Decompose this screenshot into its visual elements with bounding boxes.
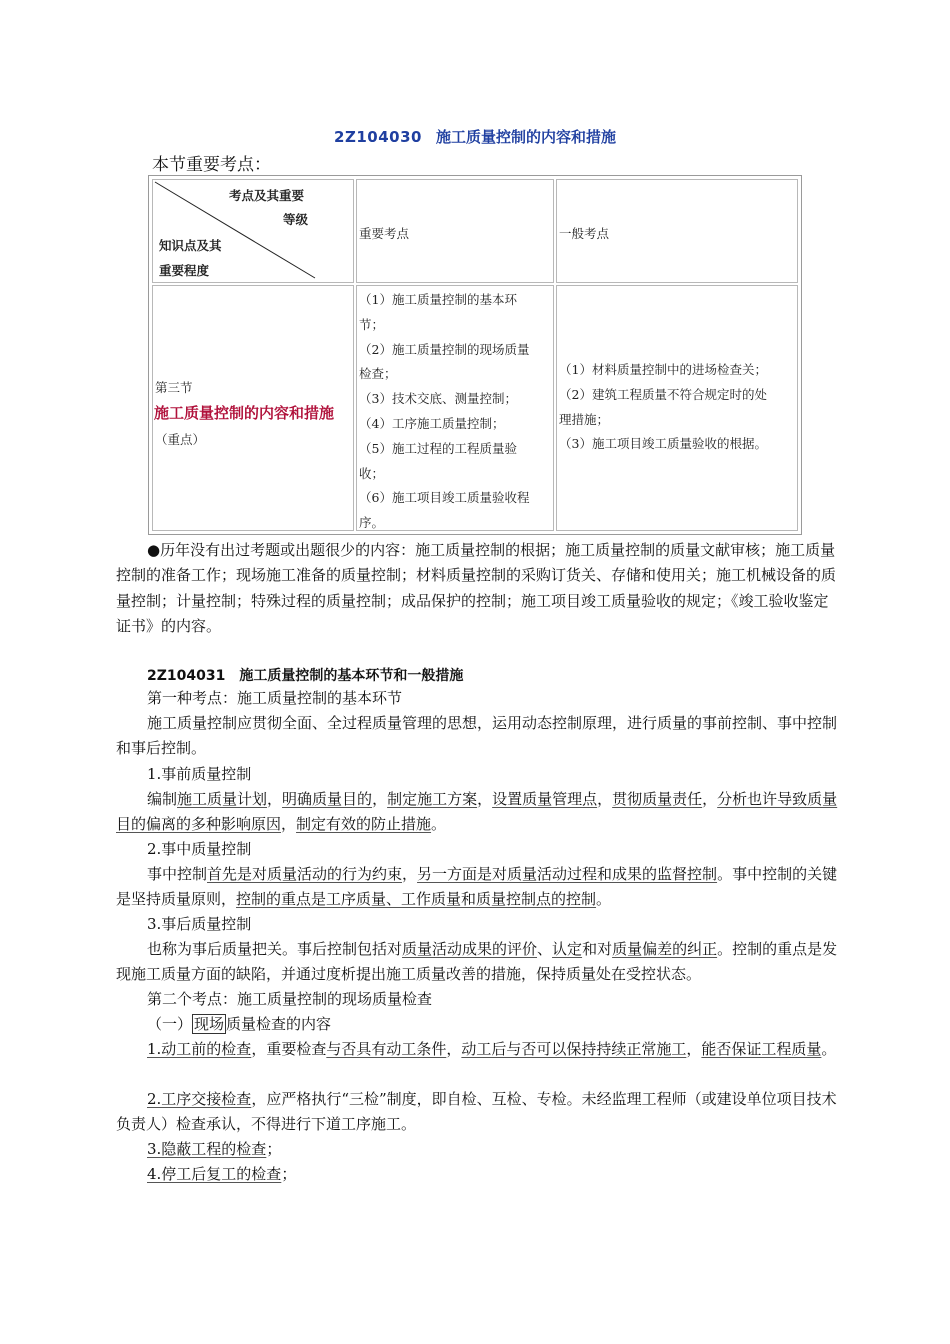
- underlined-text: 质量活动成果的评价: [402, 940, 538, 958]
- underlined-text: 1.动工前的检查: [147, 1040, 252, 1058]
- list-item: （4）工序施工质量控制；: [359, 415, 505, 431]
- list-item: （1）施工质量控制的基本环: [359, 292, 517, 307]
- section-title: 施工质量控制的内容和措施: [154, 404, 335, 422]
- text-run: ；: [281, 1165, 297, 1183]
- text-run: ，: [686, 1040, 702, 1058]
- text-run: 编制: [147, 790, 178, 808]
- table-corner-header: [152, 179, 354, 283]
- underlined-text: 分析也许导致质量目的偏离的多种影响原因: [116, 790, 838, 834]
- text-run: 、: [537, 940, 553, 958]
- boxed-text: 现场: [194, 1015, 225, 1033]
- important-points-list: [359, 288, 551, 536]
- underlined-text: 与否具有动工条件: [326, 1040, 447, 1058]
- pre-control-heading: 1.事前质量控制: [147, 765, 252, 783]
- header-top-right-1: 考点及其重要: [229, 188, 305, 203]
- bullet-icon: ●: [147, 541, 161, 559]
- underlined-text: 控制的重点是工序质量、工作质量和质量控制点的控制: [236, 890, 597, 909]
- list-item: （3）技术交底、测量控制；: [359, 391, 517, 407]
- text-run: 质量检查的内容: [226, 1015, 332, 1033]
- underlined-text: 2.工序交接检查: [147, 1090, 252, 1108]
- text-run: 事中控制: [147, 865, 208, 883]
- check-content-heading: [116, 1012, 838, 1037]
- underlined-text: 认定: [552, 940, 583, 958]
- text-run: ，: [281, 815, 297, 834]
- text-run: 。控制的重点是发现施工质量方面的缺陷，并通过度析提出施工质量改善的措施，保持质量处在受控状态。: [116, 940, 838, 984]
- text-run: 和对: [582, 940, 613, 958]
- underlined-text: 贯彻质量责任: [612, 790, 703, 808]
- text-run: ，: [597, 790, 613, 808]
- text-run: （一）: [147, 1015, 193, 1033]
- key-points-table: [148, 175, 802, 535]
- intro-paragraph: 施工质量控制应贯彻全面、全过程质量管理的思想，运用动态控制原理，进行质量的事前控制、事中控制和事后控制。: [116, 714, 838, 758]
- document-title: [0, 126, 950, 147]
- check-item-2: [116, 1087, 838, 1138]
- column-header-important: [356, 179, 554, 283]
- text-run: ，应严格执行“三检”制度，即自检、互检、专检。未经监理工程师（或建设单位项目技术负责人）检查承认，不得进行下道工序施工。: [116, 1090, 837, 1134]
- point2-heading: 第二个考点：施工质量控制的现场质量检查: [147, 990, 433, 1008]
- underlined-text: 3.隐蔽工程的检查: [147, 1140, 267, 1158]
- list-item: 节；: [359, 316, 385, 332]
- summary-text: 历年没有出过考题或出题很少的内容：施工质量控制的根据；施工质量控制的质量文献审核；施工质量控制的准备工作；现场施工准备的质量控制；材料质量控制的采购订货关、存储和使用关；施工机械设备的质量控制；计量控制；特殊过程的质量控制；成品保护的控制；施工项目竣工质量验收的规定；《竣工验收鉴定证书》的内容。: [116, 541, 837, 635]
- list-item: （2）建筑工程质量不符合规定时的处: [559, 386, 767, 402]
- post-control-heading: 3.事后质量控制: [147, 915, 252, 933]
- subsection-code: 2Z104031: [147, 668, 226, 684]
- text-run: ；: [266, 1140, 282, 1158]
- text-run: ，: [372, 790, 388, 808]
- check-item-1: [116, 1037, 838, 1062]
- underlined-text: 动工后与否可以保持持续正常施工: [461, 1040, 687, 1058]
- underlined-text: 质量偏差的纠正: [612, 940, 718, 958]
- underlined-text: 另一方面是对质量活动过程和成果的监督控制: [417, 865, 718, 883]
- underlined-text: 制定有效的防止措施: [296, 815, 432, 834]
- underlined-text: 4.停工后复工的检查: [147, 1165, 282, 1183]
- underlined-text: 能否保证工程质量: [701, 1040, 822, 1058]
- check-item-3: [116, 1137, 838, 1162]
- header-bottom-left-1: 知识点及其: [159, 238, 222, 253]
- list-item: （6）施工项目竣工质量验收程: [359, 490, 530, 506]
- list-item: 收；: [359, 465, 385, 481]
- pre-control-paragraph: [116, 787, 838, 838]
- underlined-text: 首先是对质量活动的行为约束: [207, 865, 403, 883]
- important-points-cell: [356, 285, 554, 531]
- point1-heading: 第一种考点：施工质量控制的基本环节: [147, 689, 403, 707]
- title-text: 施工质量控制的内容和措施: [435, 128, 616, 146]
- text-run: ，: [477, 790, 493, 808]
- subsection-title: [147, 665, 463, 685]
- column-header-general: [556, 179, 798, 283]
- text-run: ，重要检查: [251, 1040, 327, 1058]
- general-points-cell: [556, 285, 798, 531]
- list-item: （3）施工项目竣工质量验收的根据。: [559, 436, 767, 452]
- check-item-4: [116, 1162, 838, 1187]
- mid-control-paragraph: [116, 862, 838, 913]
- summary-paragraph: [116, 538, 838, 639]
- text-run: 。: [431, 815, 447, 834]
- general-points-list: [559, 358, 795, 457]
- key-points-heading: 本节重要考点：: [152, 155, 271, 175]
- underlined-text: 设置质量管理点: [492, 790, 598, 808]
- header-bottom-left-2: 重要程度: [159, 263, 210, 278]
- underlined-text: 制定施工方案: [387, 790, 478, 808]
- subsection-title-text: 施工质量控制的基本环节和一般措施: [239, 668, 464, 684]
- list-item: 理措施；: [559, 411, 610, 427]
- text-run: 。: [596, 890, 612, 909]
- text-run: 也称为事后质量把关。事后控制包括对: [147, 940, 403, 958]
- section-note: （重点）: [155, 432, 206, 447]
- text-run: ，: [402, 865, 418, 883]
- list-item: （5）施工过程的工程质量验: [359, 440, 517, 456]
- list-item: （2）施工质量控制的现场质量: [359, 341, 530, 357]
- row-section-cell: [152, 285, 354, 531]
- text-run: ，: [702, 790, 718, 808]
- col-important-label: 重要考点: [359, 226, 410, 241]
- underlined-text: 明确质量目的: [282, 790, 373, 808]
- text-run: ，: [267, 790, 283, 808]
- col-general-label: 一般考点: [559, 226, 610, 241]
- text-run: 。: [821, 1040, 837, 1058]
- section-label: 第三节: [155, 380, 193, 395]
- post-control-paragraph: [116, 937, 838, 988]
- mid-control-heading: 2.事中质量控制: [147, 840, 252, 858]
- text-run: 。事中控制的关键是坚持质量原则，: [116, 865, 838, 909]
- title-code: 2Z104030: [334, 128, 422, 146]
- list-item: 序。: [359, 515, 385, 531]
- list-item: （1）材料质量控制中的进场检查关；: [559, 362, 767, 377]
- list-item: 检查；: [359, 366, 397, 382]
- header-top-right-2: 等级: [283, 212, 309, 227]
- text-run: ，: [446, 1040, 462, 1058]
- underlined-text: 施工质量计划: [177, 790, 268, 808]
